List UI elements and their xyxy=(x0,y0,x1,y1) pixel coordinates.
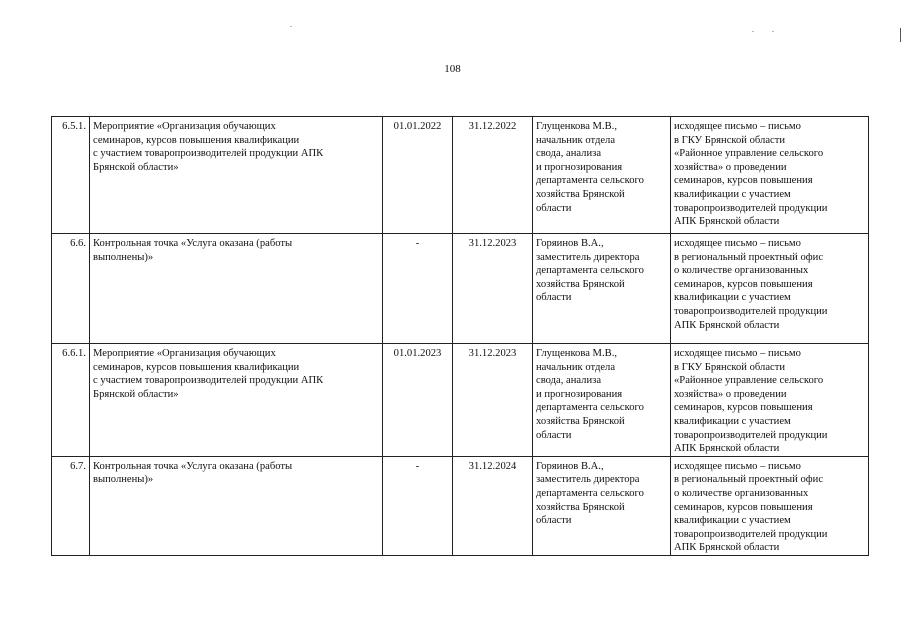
result-document: исходящее письмо – письмо в региональный проектный офис о количестве организованных семинаров, курсов повышения квалификации с участием товаропроизводителей продукции АПК Брянской области xyxy=(671,234,869,344)
table-row xyxy=(52,456,869,555)
table-row xyxy=(52,234,869,344)
end-date: 31.12.2024 xyxy=(453,456,533,555)
end-date: 31.12.2023 xyxy=(453,344,533,457)
responsible-person: Глущенкова М.В., начальник отдела свода, анализа и прогнозирования департамента сельского хозяйства Брянской области xyxy=(533,344,671,457)
item-description: Контрольная точка «Услуга оказана (работы выполнены)» xyxy=(90,234,383,344)
end-date: 31.12.2023 xyxy=(453,234,533,344)
item-number: 6.7. xyxy=(52,456,90,555)
page-number: 108 xyxy=(444,63,461,75)
result-document: исходящее письмо – письмо в региональный проектный офис о количестве организованных семинаров, курсов повышения квалификации с участием товаропроизводителей продукции АПК Брянской области xyxy=(671,456,869,555)
item-number: 6.6.1. xyxy=(52,344,90,457)
start-date: - xyxy=(383,234,453,344)
start-date: - xyxy=(383,456,453,555)
scan-speck xyxy=(290,26,292,27)
scan-speck xyxy=(772,31,774,32)
responsible-person: Глущенкова М.В., начальник отдела свода, анализа и прогнозирования департамента сельского хозяйства Брянской области xyxy=(533,117,671,234)
item-description: Мероприятие «Организация обучающих семинаров, курсов повышения квалификации с участием товаропроизводителей продукции АПК Брянской области» xyxy=(90,344,383,457)
start-date: 01.01.2022 xyxy=(383,117,453,234)
scan-speck xyxy=(752,31,754,32)
end-date: 31.12.2022 xyxy=(453,117,533,234)
responsible-person: Горяинов В.А., заместитель директора департамента сельского хозяйства Брянской области xyxy=(533,456,671,555)
item-description: Мероприятие «Организация обучающих семинаров, курсов повышения квалификации с участием товаропроизводителей продукции АПК Брянской области» xyxy=(90,117,383,234)
item-number: 6.5.1. xyxy=(52,117,90,234)
table-row xyxy=(52,344,869,457)
result-document: исходящее письмо – письмо в ГКУ Брянской области «Районное управление сельского хозяйства» о проведении семинаров, курсов повышения квалификации с участием товаропроизводителей продукции АПК Брянской области xyxy=(671,117,869,234)
table-row xyxy=(52,117,869,234)
item-description: Контрольная точка «Услуга оказана (работы выполнены)» xyxy=(90,456,383,555)
plan-table xyxy=(51,116,869,556)
responsible-person: Горяинов В.А., заместитель директора департамента сельского хозяйства Брянской области xyxy=(533,234,671,344)
scan-edge-mark xyxy=(900,28,901,42)
start-date: 01.01.2023 xyxy=(383,344,453,457)
item-number: 6.6. xyxy=(52,234,90,344)
result-document: исходящее письмо – письмо в ГКУ Брянской области «Районное управление сельского хозяйства» о проведении семинаров, курсов повышения квалификации с участием товаропроизводителей продукции АПК Брянской области xyxy=(671,344,869,457)
